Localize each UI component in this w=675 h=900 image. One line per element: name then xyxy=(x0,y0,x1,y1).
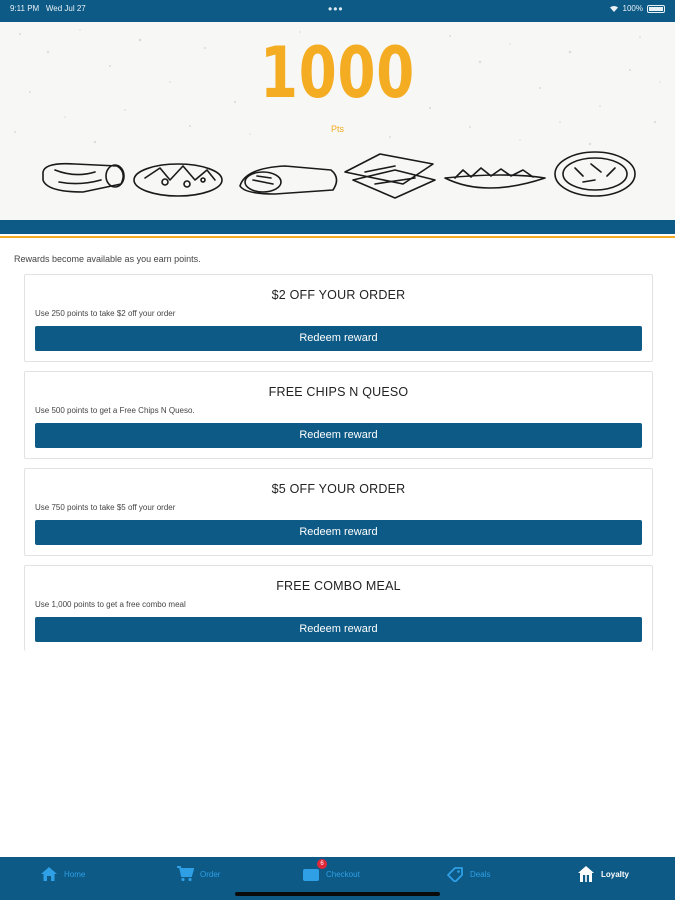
points-label: Pts xyxy=(330,124,344,134)
food-illustrations xyxy=(35,150,645,202)
redeem-reward-button[interactable]: Redeem reward xyxy=(35,423,642,448)
reward-description: Use 1,000 points to get a free combo meal xyxy=(35,600,186,609)
tab-label: Deals xyxy=(470,869,491,879)
reward-card xyxy=(24,371,653,459)
reward-title: $2 OFF YOUR ORDER xyxy=(271,288,406,302)
burrito-icon xyxy=(43,164,124,192)
status-date: Wed Jul 27 xyxy=(45,4,86,13)
tab-label: Home xyxy=(64,869,86,879)
wifi-icon xyxy=(609,5,619,12)
reward-title: FREE COMBO MEAL xyxy=(276,579,401,593)
status-time-date xyxy=(10,4,86,13)
multitask-dots[interactable]: ••• xyxy=(328,2,344,16)
reward-card xyxy=(24,274,653,362)
rewards-intro-text: Rewards become available as you earn points. xyxy=(14,254,201,264)
reward-description: Use 250 points to take $2 off your order xyxy=(35,309,176,318)
checkout-badge: 6 xyxy=(317,859,327,869)
cart-icon xyxy=(176,866,194,882)
bowl-icon xyxy=(555,152,635,196)
redeem-reward-button[interactable]: Redeem reward xyxy=(35,617,642,642)
loyalty-hero xyxy=(0,22,675,220)
taco-salad-icon xyxy=(445,168,545,188)
reward-title: FREE CHIPS N QUESO xyxy=(268,385,409,399)
home-icon xyxy=(40,866,58,882)
nachos-icon xyxy=(134,164,222,196)
tab-order[interactable] xyxy=(176,857,220,891)
header-stripe-blue xyxy=(0,220,675,234)
reward-description: Use 500 points to get a Free Chips N Queso. xyxy=(35,406,195,415)
reward-card xyxy=(24,468,653,556)
reward-card xyxy=(24,565,653,651)
header-stripe-yellow xyxy=(0,236,675,238)
redeem-reward-button[interactable]: Redeem reward xyxy=(35,520,642,545)
status-time: 9:11 PM xyxy=(10,4,40,13)
battery-icon xyxy=(647,5,665,13)
status-indicators xyxy=(609,4,665,13)
status-bar xyxy=(0,0,675,22)
tab-deals[interactable] xyxy=(446,857,490,891)
redeem-reward-button[interactable]: Redeem reward xyxy=(35,326,642,351)
home-indicator[interactable] xyxy=(235,892,440,896)
tab-home[interactable] xyxy=(40,857,85,891)
battery-percent: 100% xyxy=(622,4,643,13)
rewards-list xyxy=(24,274,653,660)
tab-loyalty[interactable] xyxy=(577,857,629,891)
tab-checkout[interactable] xyxy=(302,857,360,891)
tag-icon xyxy=(446,866,464,882)
reward-title: $5 OFF YOUR ORDER xyxy=(271,482,406,496)
loyalty-house-icon xyxy=(577,865,595,883)
wrap-icon xyxy=(240,166,337,194)
tab-label: Loyalty xyxy=(601,869,630,879)
tab-label: Checkout xyxy=(326,869,360,879)
checkout-icon xyxy=(302,866,320,882)
quesadilla-icon xyxy=(345,154,435,198)
reward-description: Use 750 points to take $5 off your order xyxy=(35,503,176,512)
tab-label: Order xyxy=(200,869,221,879)
points-value: 1000 xyxy=(259,32,416,114)
